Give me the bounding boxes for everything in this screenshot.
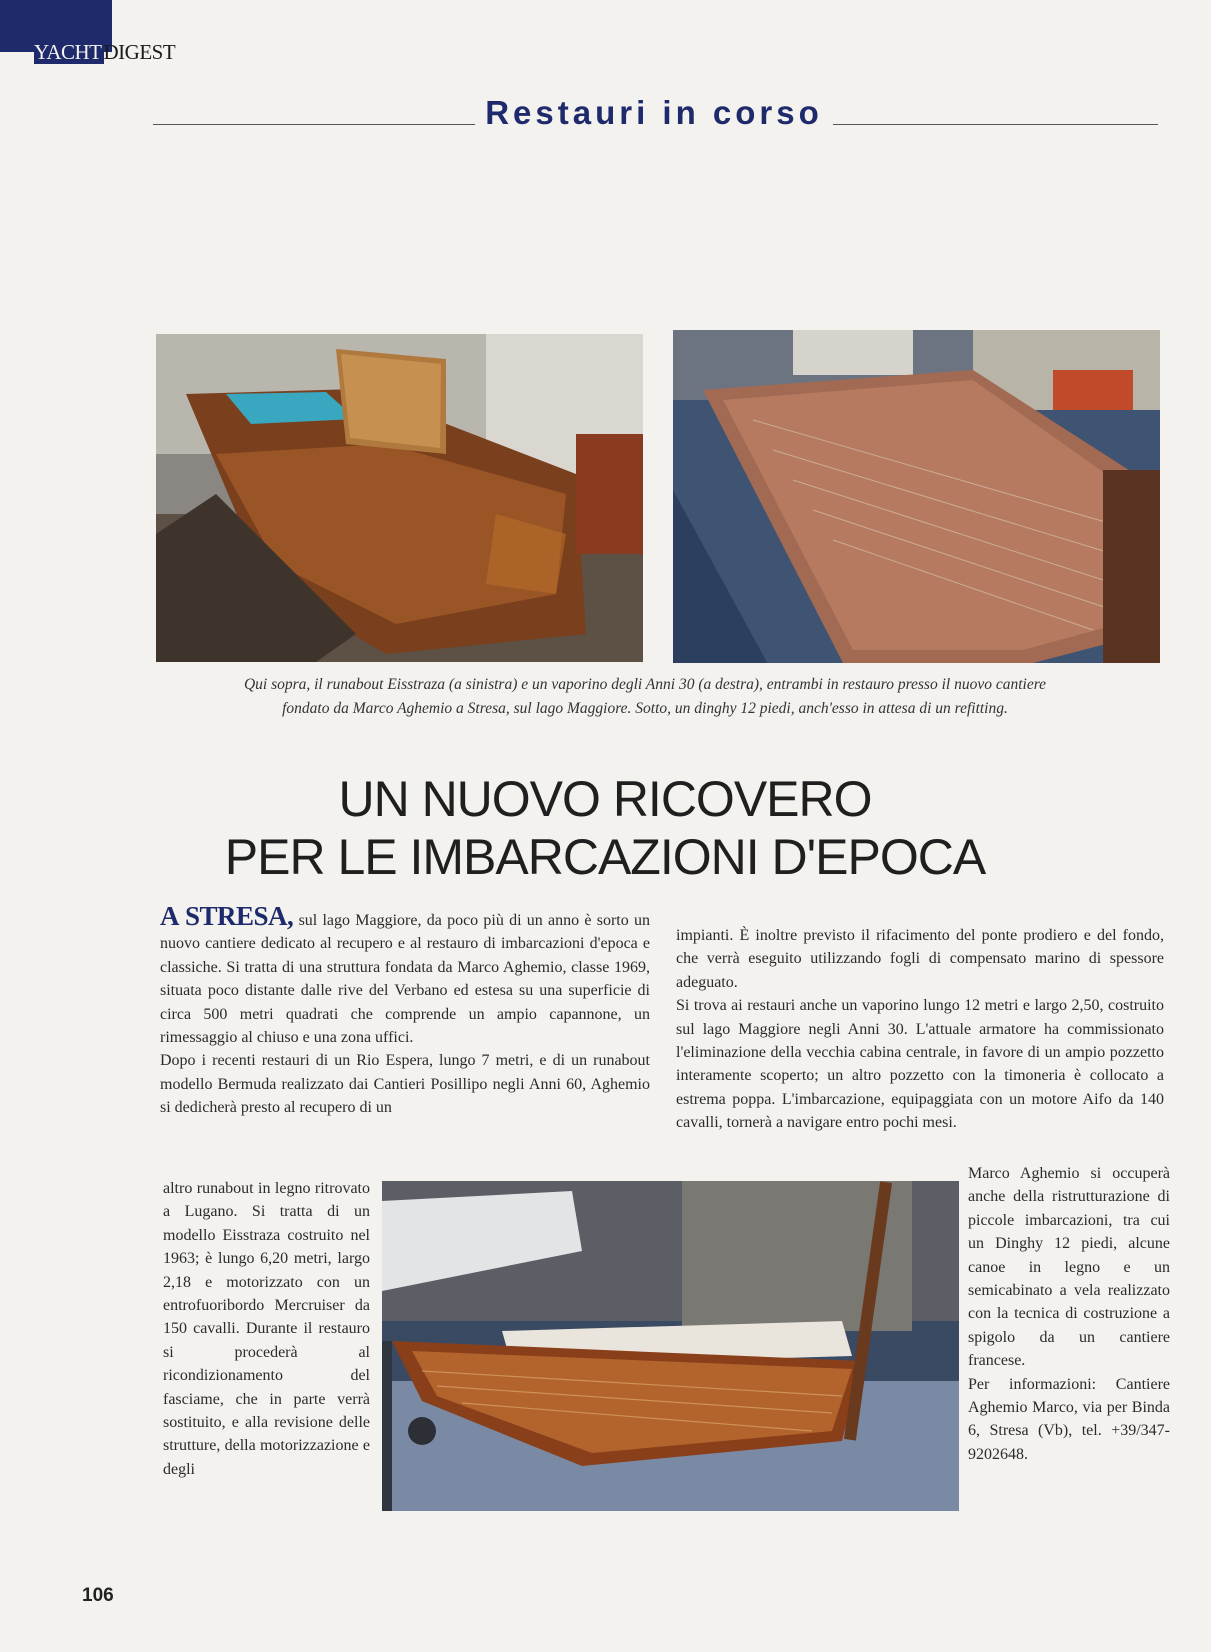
article-paragraph-6: Marco Aghemio si occuperà anche della ristrutturazione di piccole imbarcazioni, tra cui un Dinghy 12 piedi, alcune canoe in legno e un semicabinato a vela realizzato con la tecnica di costruzione a spigolo da un cantiere francese. (968, 1165, 1170, 1370)
caption-line-1: Qui sopra, il runabout Eisstraza (a sinistra) e un vaporino degli Anni 30 (a destra), entrambi in restauro presso il nuovo cantiere (243, 676, 1047, 693)
article-paragraph-1 (160, 901, 651, 1049)
photo-runabout-eisstraza (156, 334, 643, 662)
photo-dinghy-12-piedi (382, 1181, 959, 1511)
article-paragraph-3: altro runabout in legno ritrovato a Lugano. Si tratta di un modello Eisstraza costruito nel 1963; è lungo 6,20 metri, largo 2,18 e motorizzato con un entrofuoribordo Mercruiser da 150 cavalli. Durante il restauro si procederà al ricondizionamento del fasciame, che in parte verrà sostituito, e alla revisione delle strutture, della motorizzazione e degli (163, 1180, 370, 1478)
section-rule-right (833, 124, 1158, 125)
article-column-right-narrow (968, 1162, 1170, 1466)
section-rule-left (153, 124, 475, 125)
photo-vaporino-hull (673, 330, 1160, 663)
section-title: Restauri in corso (485, 94, 823, 131)
headline-line-2: PER LE IMBARCAZIONI D'EPOCA (224, 829, 986, 885)
article-column-left (160, 901, 651, 1120)
article-headline (150, 770, 1060, 886)
section-header (153, 94, 1158, 134)
photo-caption (165, 673, 1125, 721)
article-paragraph-5: Si trova ai restauri anche un vaporino lungo 12 metri e largo 2,50, costruito sul lago Maggiore negli Anni 30. L'attuale armatore ha commissionato l'eliminazione della vecchia cabina centrale, in favore di un ampio pozzetto interamente scoperto; un altro pozzetto con la timoneria è collocato a estrema poppa. L'imbarcazione, equipaggiata con un motore Aifo da 140 cavalli, tornerà a navigare entro pochi mesi. (676, 997, 1164, 1132)
headline-line-1: UN NUOVO RICOVERO (338, 771, 872, 827)
caption-line-2: fondato da Marco Aghemio a Stresa, sul lago Maggiore. Sotto, un dinghy 12 piedi, anch'esso in attesa di un refitting. (282, 700, 1008, 717)
article-paragraph-7: Per informazioni: Cantiere Aghemio Marco, via per Binda 6, Stresa (Vb), tel. +39/347-9202648. (968, 1375, 1170, 1463)
brand-part-digest: DIGEST (103, 40, 176, 64)
magazine-brand (34, 40, 175, 65)
lead-in: A STRESA, (160, 901, 294, 931)
article-column-right (676, 924, 1164, 1135)
page-number: 106 (82, 1585, 114, 1606)
brand-part-yacht: YACHT (34, 40, 102, 64)
article-paragraph-4: impianti. È inoltre previsto il rifacimento del ponte prodiero e del fondo, che verrà eseguito utilizzando fogli di compensato marino di spessore adeguato. (676, 927, 1164, 991)
paragraph-1-text: sul lago Maggiore, da poco più di un anno è sorto un nuovo cantiere dedicato al recupero e al restauro di imbarcazioni d'epoca e classiche. Si tratta di una struttura fondata da Marco Aghemio, classe 1969, situata poco distante dalle rive del Verbano ed estesa su una superficie di circa 500 metri quadrati che comprende un ampio capannone, un rimessaggio al chiuso e una zona uffici. (160, 912, 651, 1047)
article-column-left-narrow (163, 1177, 370, 1481)
article-paragraph-2: Dopo i recenti restauri di un Rio Espera, lungo 7 metri, e di un runabout modello Bermuda realizzato dai Cantieri Posillipo negli Anni 60, Aghemio si dedicherà presto al recupero di un (160, 1052, 650, 1117)
